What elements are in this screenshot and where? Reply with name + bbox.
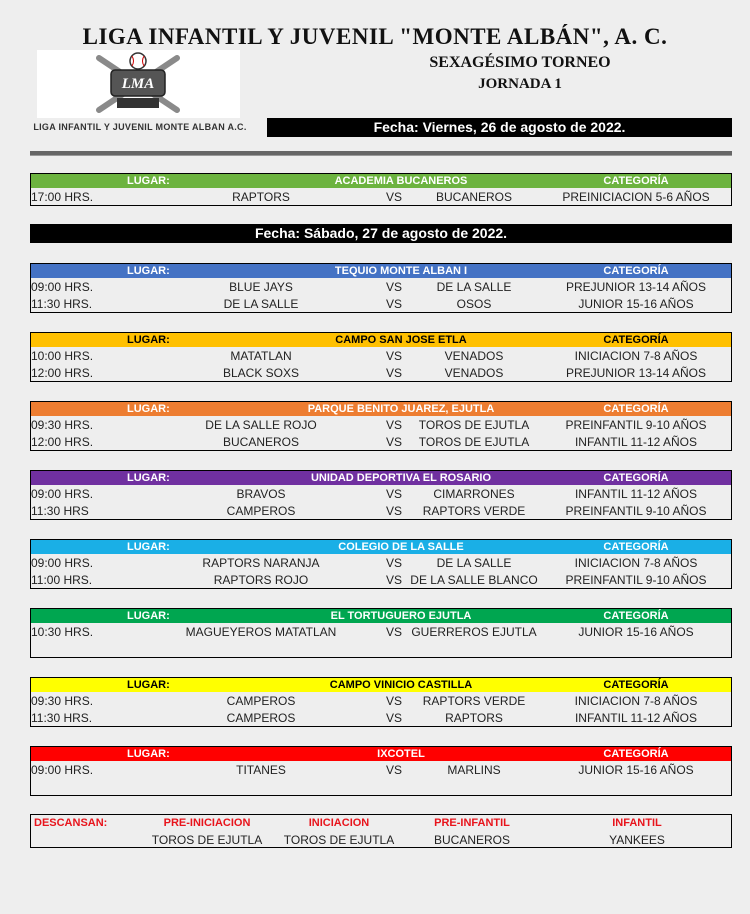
game-category: JUNIOR 15-16 AÑOS	[578, 763, 694, 777]
venue-header	[31, 747, 731, 761]
venue-name: CAMPO SAN JOSE ETLA	[335, 334, 467, 346]
game-row	[31, 555, 731, 572]
vs-label: VS	[385, 435, 402, 449]
date-banner-saturday: Fecha: Sábado, 27 de agosto de 2022.	[30, 224, 732, 243]
game-time: 09:00 HRS.	[31, 556, 94, 570]
lugar-label: LUGAR:	[127, 541, 170, 553]
vs-label: VS	[385, 297, 402, 311]
game-row	[31, 279, 731, 296]
date-banner-friday: Fecha: Viernes, 26 de agosto de 2022.	[267, 118, 732, 137]
game-time: 11:00 HRS.	[31, 573, 93, 587]
game-category: INFANTIL 11-12 AÑOS	[574, 487, 698, 501]
away-team: DE LA SALLE BLANCO	[410, 573, 538, 587]
venue-block	[30, 677, 732, 727]
game-time: 09:30 HRS.	[31, 418, 94, 432]
game-row	[31, 348, 731, 365]
away-team: DE LA SALLE	[436, 556, 512, 570]
home-team: DE LA SALLE	[223, 297, 299, 311]
game-time: 09:00 HRS.	[31, 763, 94, 777]
game-category: PREINICIACION 5-6 AÑOS	[562, 190, 710, 204]
game-category: PREINFANTIL 9-10 AÑOS	[565, 573, 707, 587]
game-time: 09:00 HRS.	[31, 280, 94, 294]
game-category: PREINFANTIL 9-10 AÑOS	[565, 418, 707, 432]
lugar-label: LUGAR:	[127, 748, 170, 760]
rest-team: YANKEES	[609, 833, 665, 847]
away-team: RAPTORS VERDE	[422, 694, 526, 708]
category-header: CATEGORÍA	[603, 334, 669, 346]
game-row	[31, 572, 731, 589]
venue-name: EL TORTUGUERO EJUTLA	[330, 610, 472, 622]
away-team: MARLINS	[447, 763, 501, 777]
lugar-label: LUGAR:	[127, 472, 170, 484]
rest-team: TOROS DE EJUTLA	[151, 833, 263, 847]
game-category: INICIACION 7-8 AÑOS	[574, 556, 698, 570]
category-header: CATEGORÍA	[603, 541, 669, 553]
venue-name: PARQUE BENITO JUAREZ, EJUTLA	[307, 403, 495, 415]
home-team: BRAVOS	[236, 487, 286, 501]
venue-block	[30, 746, 732, 796]
away-team: DE LA SALLE	[436, 280, 512, 294]
venue-name: COLEGIO DE LA SALLE	[338, 541, 464, 553]
league-logo	[37, 50, 240, 118]
venue-name: UNIDAD DEPORTIVA EL ROSARIO	[310, 472, 492, 484]
away-team: CIMARRONES	[433, 487, 515, 501]
venue-name: CAMPO VINICIO CASTILLA	[329, 679, 473, 691]
vs-label: VS	[385, 487, 402, 501]
game-row	[31, 693, 731, 710]
vs-label: VS	[385, 418, 402, 432]
game-category: PREJUNIOR 13-14 AÑOS	[565, 366, 707, 380]
lugar-label: LUGAR:	[127, 334, 170, 346]
venue-header	[31, 174, 731, 188]
game-category: JUNIOR 15-16 AÑOS	[578, 625, 694, 639]
vs-label: VS	[385, 573, 402, 587]
rest-category: PRE-INFANTIL	[434, 817, 510, 829]
home-team: RAPTORS NARANJA	[202, 556, 320, 570]
vs-label: VS	[385, 349, 402, 363]
tournament-subtitle: SEXAGÉSIMO TORNEO	[429, 54, 611, 71]
game-category: INFANTIL 11-12 AÑOS	[574, 435, 698, 449]
game-time: 11:30 HRS	[31, 504, 89, 518]
lugar-label: LUGAR:	[127, 175, 170, 187]
category-header: CATEGORÍA	[603, 610, 669, 622]
game-row	[31, 189, 731, 206]
game-row	[31, 762, 731, 779]
home-team: MATATLAN	[230, 349, 292, 363]
venue-header	[31, 609, 731, 623]
away-team: VENADOS	[444, 366, 504, 380]
game-row	[31, 434, 731, 451]
game-category: PREJUNIOR 13-14 AÑOS	[565, 280, 707, 294]
away-team: OSOS	[456, 297, 492, 311]
game-time: 12:00 HRS.	[31, 435, 94, 449]
venue-name: TEQUIO MONTE ALBAN I	[334, 265, 468, 277]
venue-block	[30, 470, 732, 520]
game-time: 11:30 HRS.	[31, 711, 93, 725]
venue-block	[30, 401, 732, 451]
game-time: 10:30 HRS.	[31, 625, 94, 639]
rest-team: BUCANEROS	[433, 833, 510, 847]
home-team: TITANES	[236, 763, 286, 777]
venue-name: IXCOTEL	[377, 748, 425, 760]
category-header: CATEGORÍA	[603, 403, 669, 415]
vs-label: VS	[385, 556, 402, 570]
rest-category: INFANTIL	[612, 817, 662, 829]
game-row	[31, 486, 731, 503]
venue-header	[31, 264, 731, 278]
game-row	[31, 365, 731, 382]
game-category: INFANTIL 11-12 AÑOS	[574, 711, 698, 725]
home-team: DE LA SALLE ROJO	[205, 418, 317, 432]
vs-label: VS	[385, 694, 402, 708]
home-team: RAPTORS ROJO	[213, 573, 309, 587]
game-time: 09:30 HRS.	[31, 694, 94, 708]
away-team: RAPTORS VERDE	[422, 504, 526, 518]
vs-label: VS	[385, 711, 402, 725]
home-team: CAMPEROS	[226, 504, 296, 518]
lugar-label: LUGAR:	[127, 403, 170, 415]
rest-team: TOROS DE EJUTLA	[283, 833, 395, 847]
venue-name: ACADEMIA BUCANEROS	[334, 175, 468, 187]
resting-label: DESCANSAN:	[34, 817, 108, 829]
category-header: CATEGORÍA	[603, 175, 669, 187]
away-team: RAPTORS	[445, 711, 503, 725]
page-title: LIGA INFANTIL Y JUVENIL "MONTE ALBÁN", A. C.	[82, 24, 668, 49]
game-time: 11:30 HRS.	[31, 297, 93, 311]
category-header: CATEGORÍA	[603, 748, 669, 760]
resting-teams	[30, 814, 732, 848]
logo-initials: LMA	[121, 76, 155, 92]
category-header: CATEGORÍA	[603, 472, 669, 484]
header-divider	[30, 151, 732, 156]
away-team: BUCANEROS	[435, 190, 512, 204]
game-category: PREINFANTIL 9-10 AÑOS	[565, 504, 707, 518]
game-category: INICIACION 7-8 AÑOS	[574, 694, 698, 708]
baseball-logo-icon	[37, 50, 240, 118]
category-header: CATEGORÍA	[603, 265, 669, 277]
rest-category: INICIACION	[308, 817, 370, 829]
round-label: JORNADA 1	[478, 76, 562, 92]
home-team: CAMPEROS	[226, 694, 296, 708]
game-row	[31, 296, 731, 313]
vs-label: VS	[385, 280, 402, 294]
rest-category: PRE-INICIACION	[163, 817, 251, 829]
venue-header	[31, 402, 731, 416]
away-team: VENADOS	[444, 349, 504, 363]
venue-block	[30, 332, 732, 382]
venue-block	[30, 608, 732, 658]
home-team: BLUE JAYS	[229, 280, 293, 294]
vs-label: VS	[385, 504, 402, 518]
category-header: CATEGORÍA	[603, 679, 669, 691]
game-time: 09:00 HRS.	[31, 487, 94, 501]
vs-label: VS	[385, 763, 402, 777]
game-row	[31, 503, 731, 520]
vs-label: VS	[385, 190, 402, 204]
away-team: GUERREROS EJUTLA	[411, 625, 537, 639]
venue-header	[31, 333, 731, 347]
home-team: BUCANEROS	[222, 435, 299, 449]
game-row	[31, 624, 731, 641]
game-time: 12:00 HRS.	[31, 366, 94, 380]
away-team: TOROS DE EJUTLA	[418, 435, 530, 449]
venue-block	[30, 263, 732, 313]
home-team: MAGUEYEROS MATATLAN	[185, 625, 337, 639]
game-row	[31, 710, 731, 727]
venue-header	[31, 471, 731, 485]
venue-header	[31, 540, 731, 554]
venue-block	[30, 539, 732, 589]
venue-header	[31, 678, 731, 692]
lugar-label: LUGAR:	[127, 610, 170, 622]
vs-label: VS	[385, 366, 402, 380]
game-category: JUNIOR 15-16 AÑOS	[578, 297, 694, 311]
venue-block	[30, 173, 732, 206]
game-time: 10:00 HRS.	[31, 349, 94, 363]
home-team: RAPTORS	[232, 190, 290, 204]
logo-caption: LIGA INFANTIL Y JUVENIL MONTE ALBAN A.C.	[33, 122, 247, 132]
game-row	[31, 417, 731, 434]
game-time: 17:00 HRS.	[31, 190, 94, 204]
home-team: CAMPEROS	[226, 711, 296, 725]
lugar-label: LUGAR:	[127, 679, 170, 691]
away-team: TOROS DE EJUTLA	[418, 418, 530, 432]
home-team: BLACK SOXS	[222, 366, 300, 380]
vs-label: VS	[385, 625, 402, 639]
game-category: INICIACION 7-8 AÑOS	[574, 349, 698, 363]
lugar-label: LUGAR:	[127, 265, 170, 277]
